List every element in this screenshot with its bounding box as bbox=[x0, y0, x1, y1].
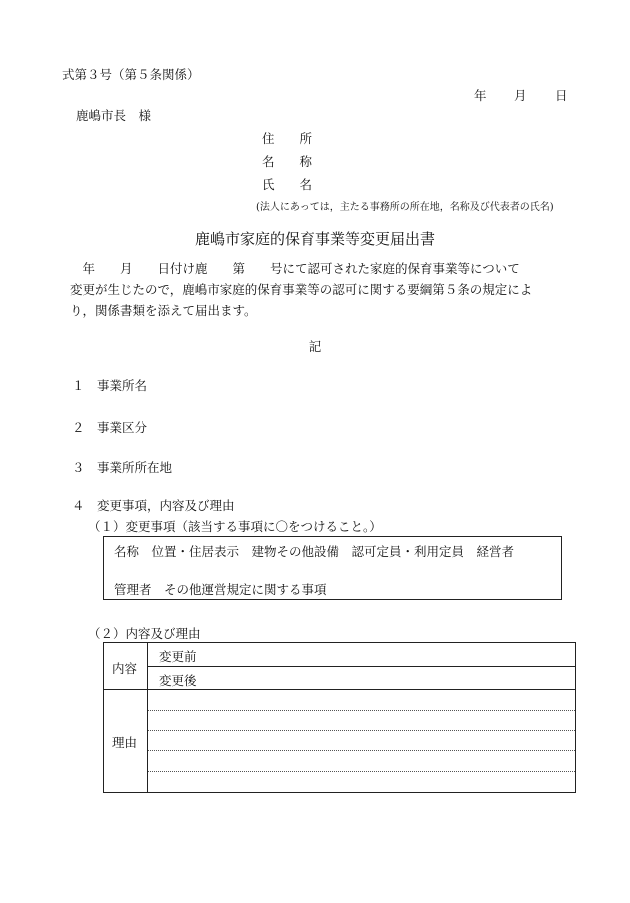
after-change-label: 変更後 bbox=[159, 673, 197, 688]
body-line-1: 年 月 日付け鹿 第 号にて認可された家庭的保育事業等について bbox=[70, 261, 520, 276]
date-month-label: 月 bbox=[514, 88, 527, 103]
reason-writing-line bbox=[148, 730, 575, 731]
person-name-label: 氏 名 bbox=[262, 177, 313, 192]
company-name-label: 名 称 bbox=[262, 154, 313, 169]
body-line-3: り，関係書類を添えて届出ます。 bbox=[70, 303, 257, 318]
item-business-name: １ 事業所名 bbox=[72, 378, 148, 393]
change-options-line-1: 名称 位置・住居表示 建物その他設備 認可定員・利用定員 経営者 bbox=[114, 544, 515, 559]
change-options-line-2: 管理者 その他運営規定に関する事項 bbox=[114, 582, 327, 597]
ki-heading: 記 bbox=[308, 339, 322, 354]
body-paragraph bbox=[70, 258, 570, 321]
item-business-location: ３ 事業所所在地 bbox=[72, 460, 173, 475]
body-line-2: 変更が生じたので，鹿嶋市家庭的保育事業等の認可に関する要綱第５条の規定によ bbox=[70, 282, 533, 297]
change-items-heading: （１）変更事項（該当する事項に〇をつけること。） bbox=[88, 519, 382, 534]
date-day-label: 日 bbox=[555, 88, 568, 103]
addressee: 鹿嶋市長 様 bbox=[76, 108, 152, 123]
document-title: 鹿嶋市家庭的保育事業等変更届出書 bbox=[194, 230, 435, 248]
table-divider bbox=[148, 666, 575, 667]
before-change-label: 変更前 bbox=[159, 649, 197, 664]
table-divider bbox=[104, 689, 575, 690]
date-year-label: 年 bbox=[474, 88, 487, 103]
item-business-category: ２ 事業区分 bbox=[72, 420, 148, 435]
reason-writing-line bbox=[148, 750, 575, 751]
reason-writing-line bbox=[148, 710, 575, 711]
reason-label: 理由 bbox=[112, 735, 138, 750]
applicant-note: (法人にあっては，主たる事務所の所在地，名称及び代表者の氏名) bbox=[256, 202, 554, 213]
change-items-box bbox=[103, 536, 562, 600]
content-label: 内容 bbox=[112, 661, 138, 676]
reason-writing-line bbox=[148, 771, 575, 772]
content-reason-heading: （２）内容及び理由 bbox=[88, 626, 201, 641]
content-reason-table bbox=[103, 642, 576, 793]
item-changes: ４ 変更事項，内容及び理由 bbox=[72, 498, 235, 513]
address-label: 住 所 bbox=[262, 131, 313, 146]
form-number: 式第３号（第５条関係） bbox=[62, 67, 200, 82]
